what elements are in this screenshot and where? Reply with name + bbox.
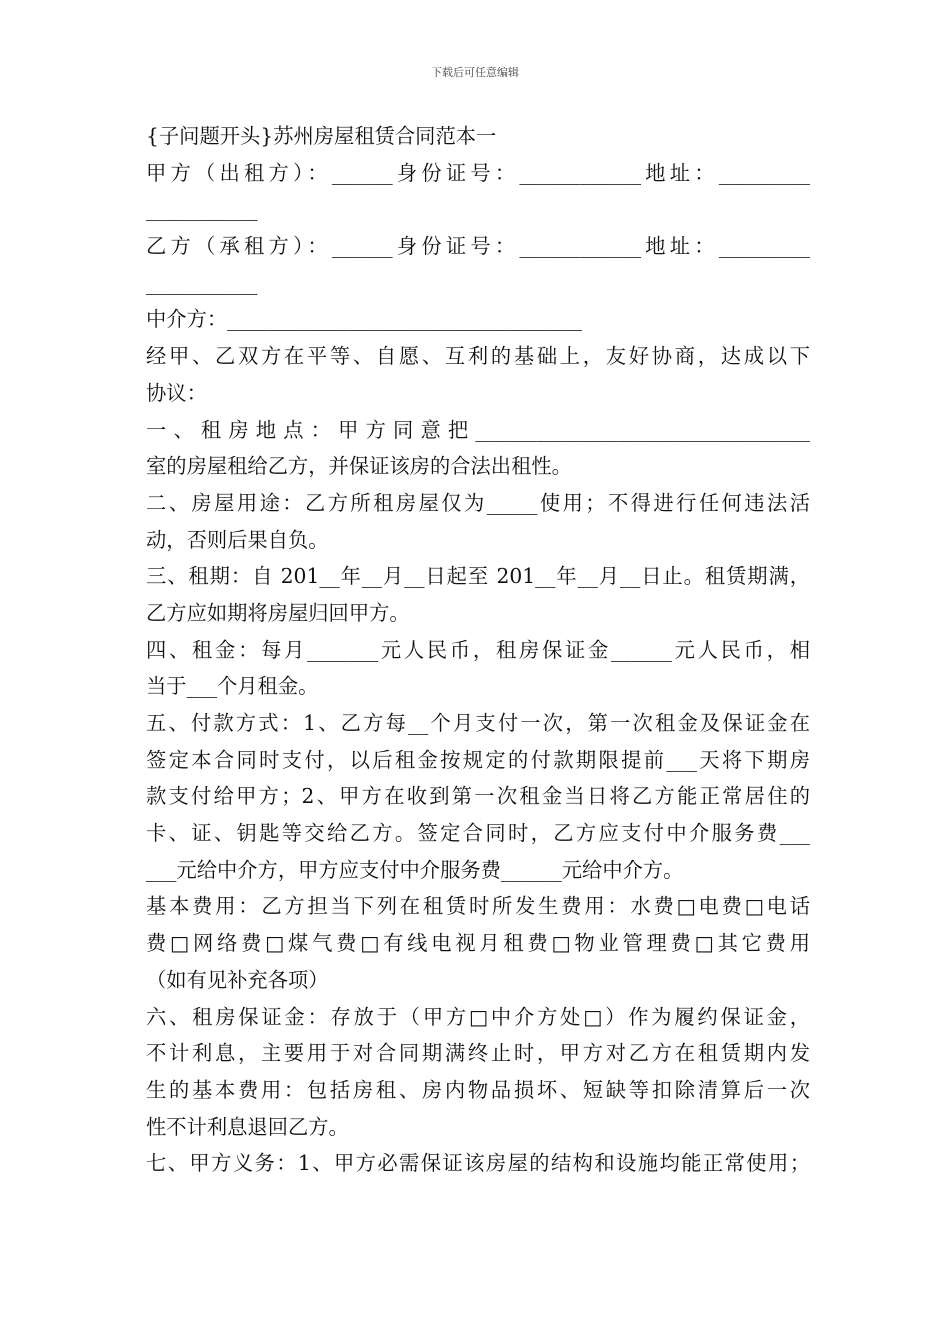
clause-6-line: 六、租房保证金：存放于（甲方□中介方处□）作为履约保证金，: [146, 1004, 810, 1029]
clause-5-line: 五、付款方式：1、乙方每__个月支付一次，第一次租金及保证金在: [146, 711, 810, 735]
clause-6-line: 生的基本费用：包括房租、房内物品损坏、短缺等扣除清算后一次: [146, 1077, 810, 1102]
clause-3-line: 三、租期：自 201__年__月__日起至 201__年__月__日止。租赁期满，: [146, 564, 810, 589]
clause-5-line: 签定本合同时支付，以后租金按规定的付款期限提前___天将下期房: [146, 747, 810, 772]
clause-5-line: 卡、证、钥匙等交给乙方。签定合同时，乙方应支付中介服务费___: [146, 821, 810, 846]
clause-5-line: 款支付给甲方；2、甲方在收到第一次租金当日将乙方能正常居住的: [146, 784, 810, 809]
preamble-line: 协议：: [146, 380, 207, 405]
basic-fees-line: 费□网络费□煤气费□有线电视月租费□物业管理费□其它费用: [146, 931, 810, 956]
basic-fees-line: （如有见补充各项）: [146, 967, 329, 992]
agent-line: 中介方：___________________________________: [146, 307, 583, 332]
clause-2-line: 二、房屋用途：乙方所租房屋仅为_____使用；不得进行任何违法活: [146, 490, 810, 515]
contract-body: [146, 118, 810, 1182]
clause-6-line: 不计利息，主要用于对合同期满终止时，甲方对乙方在租赁期内发: [146, 1041, 810, 1066]
page-header-note: 下载后可任意编辑: [431, 66, 519, 79]
preamble-line: 经甲、乙双方在平等、自愿、互利的基础上，友好协商，达成以下: [146, 344, 810, 369]
clause-2-line: 动，否则后果自负。: [146, 527, 329, 552]
document-title: {子问题开头}苏州房屋租赁合同范本一: [146, 124, 497, 148]
clause-4-line: 当于___个月租金。: [146, 674, 319, 699]
clause-7-line: 七、甲方义务：1、甲方必需保证该房屋的结构和设施均能正常使用；: [146, 1151, 810, 1176]
clause-5-line: ___元给中介方，甲方应支付中介服务费______元给中介方。: [146, 857, 684, 882]
clause-1-line: 室的房屋租给乙方，并保证该房的合法出租性。: [146, 454, 572, 479]
party-b-line: 乙方（承租方）：______身份证号：____________地址：_________: [146, 234, 810, 259]
party-b-address-continuation: ___________: [146, 270, 258, 295]
basic-fees-line: 基本费用：乙方担当下列在租赁时所发生费用：水费□电费□电话: [146, 894, 810, 919]
clause-3-line: 乙方应如期将房屋归回甲方。: [146, 600, 410, 625]
party-a-address-continuation: ___________: [146, 197, 258, 222]
clause-6-line: 性不计利息退回乙方。: [146, 1114, 349, 1139]
party-a-line: 甲方（出租方）：______身份证号：____________地址：_________: [146, 160, 810, 185]
clause-4-line: 四、租金：每月_______元人民币，租房保证金______元人民币，相: [146, 637, 810, 662]
clause-1-line: 一、租房地点：甲方同意把_________________________________: [146, 417, 810, 442]
